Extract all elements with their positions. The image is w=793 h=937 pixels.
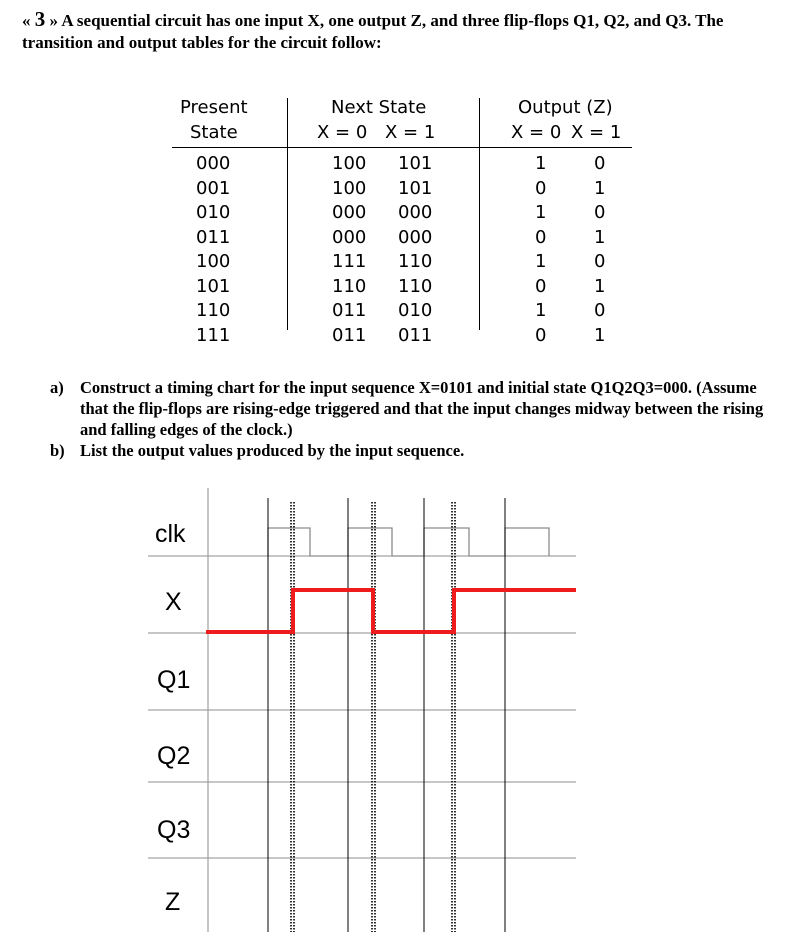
question-a-label: a) — [50, 378, 64, 397]
cell-z-x1: 1 — [594, 324, 606, 346]
cell-z-x0: 1 — [535, 300, 547, 321]
problem-number: 3 — [34, 7, 46, 31]
header-state: State — [190, 122, 238, 143]
table-divider-right — [479, 98, 480, 330]
cell-present: 110 — [196, 300, 231, 321]
problem-close-mark: » — [49, 11, 58, 30]
cell-z-x1: 0 — [594, 300, 606, 321]
signal-label-q3: Q3 — [157, 816, 191, 844]
cell-z-x1: 1 — [594, 177, 606, 199]
cell-z-x1: 0 — [594, 202, 606, 223]
signal-label-x: X — [165, 588, 182, 616]
cell-z-x0: 0 — [535, 226, 547, 248]
cell-z-x1: 0 — [594, 153, 606, 174]
cell-present: 010 — [196, 202, 231, 223]
cell-next-x0: 100 — [332, 153, 367, 174]
header-next-x1: X = 1 — [385, 122, 436, 143]
cell-present: 111 — [196, 324, 231, 346]
cell-present: 001 — [196, 177, 231, 199]
header-output: Output (Z) — [518, 97, 613, 118]
header-present: Present — [180, 97, 248, 118]
question-b — [50, 440, 785, 461]
cell-next-x1: 000 — [398, 202, 433, 223]
header-out-x0: X = 0 — [511, 122, 562, 143]
signal-label-clk: clk — [155, 520, 186, 548]
x-input-waveform — [206, 590, 576, 632]
signal-label-z: Z — [165, 888, 181, 916]
header-out-x1: X = 1 — [571, 122, 622, 143]
cell-z-x0: 1 — [535, 251, 547, 272]
cell-next-x0: 011 — [332, 300, 367, 321]
cell-z-x1: 0 — [594, 251, 606, 272]
cell-next-x0: 011 — [332, 324, 367, 346]
cell-next-x0: 111 — [332, 251, 367, 272]
cell-next-x1: 110 — [398, 251, 433, 272]
cell-next-x1: 000 — [398, 226, 433, 248]
clock-waveform — [268, 528, 549, 556]
cell-present: 011 — [196, 226, 231, 248]
signal-label-q2: Q2 — [157, 742, 191, 770]
signal-label-q1: Q1 — [157, 666, 191, 694]
cell-present: 100 — [196, 251, 231, 272]
cell-z-x0: 0 — [535, 177, 547, 199]
cell-next-x1: 011 — [398, 324, 433, 346]
questions — [50, 377, 785, 461]
question-b-label: b) — [50, 441, 65, 460]
header-next-state: Next State — [331, 97, 427, 118]
cell-present: 000 — [196, 153, 231, 174]
cell-z-x0: 0 — [535, 275, 547, 297]
cell-next-x1: 101 — [398, 177, 433, 199]
question-a — [50, 377, 785, 440]
cell-next-x0: 100 — [332, 177, 367, 199]
cell-next-x0: 110 — [332, 275, 367, 297]
cell-z-x1: 1 — [594, 275, 606, 297]
cell-z-x0: 0 — [535, 324, 547, 346]
cell-next-x1: 010 — [398, 300, 433, 321]
cell-next-x1: 101 — [398, 153, 433, 174]
question-b-text: List the output values produced by the input sequence. — [80, 441, 465, 460]
problem-open-mark: « — [22, 11, 31, 30]
problem-text: A sequential circuit has one input X, one output Z, and three flip-flops Q1, Q2, and Q3. The transition and output tables for the circuit follow: — [22, 11, 724, 52]
cell-z-x1: 1 — [594, 226, 606, 248]
timing-chart — [0, 470, 793, 937]
cell-z-x0: 1 — [535, 202, 547, 223]
timing-chart-svg — [0, 470, 793, 932]
table-divider-left — [287, 98, 288, 330]
table-header-rule — [172, 147, 632, 148]
transition-output-table — [0, 0, 793, 360]
header-next-x0: X = 0 — [317, 122, 368, 143]
cell-next-x1: 110 — [398, 275, 433, 297]
question-a-text: Construct a timing chart for the input sequence X=0101 and initial state Q1Q2Q3=000. (Assume that the flip-flops are rising-edge triggered and that the input changes midway between the rising and falling edges of the clock.) — [80, 378, 764, 439]
cell-next-x0: 000 — [332, 226, 367, 248]
cell-next-x0: 000 — [332, 202, 367, 223]
cell-z-x0: 1 — [535, 153, 547, 174]
cell-present: 101 — [196, 275, 231, 297]
